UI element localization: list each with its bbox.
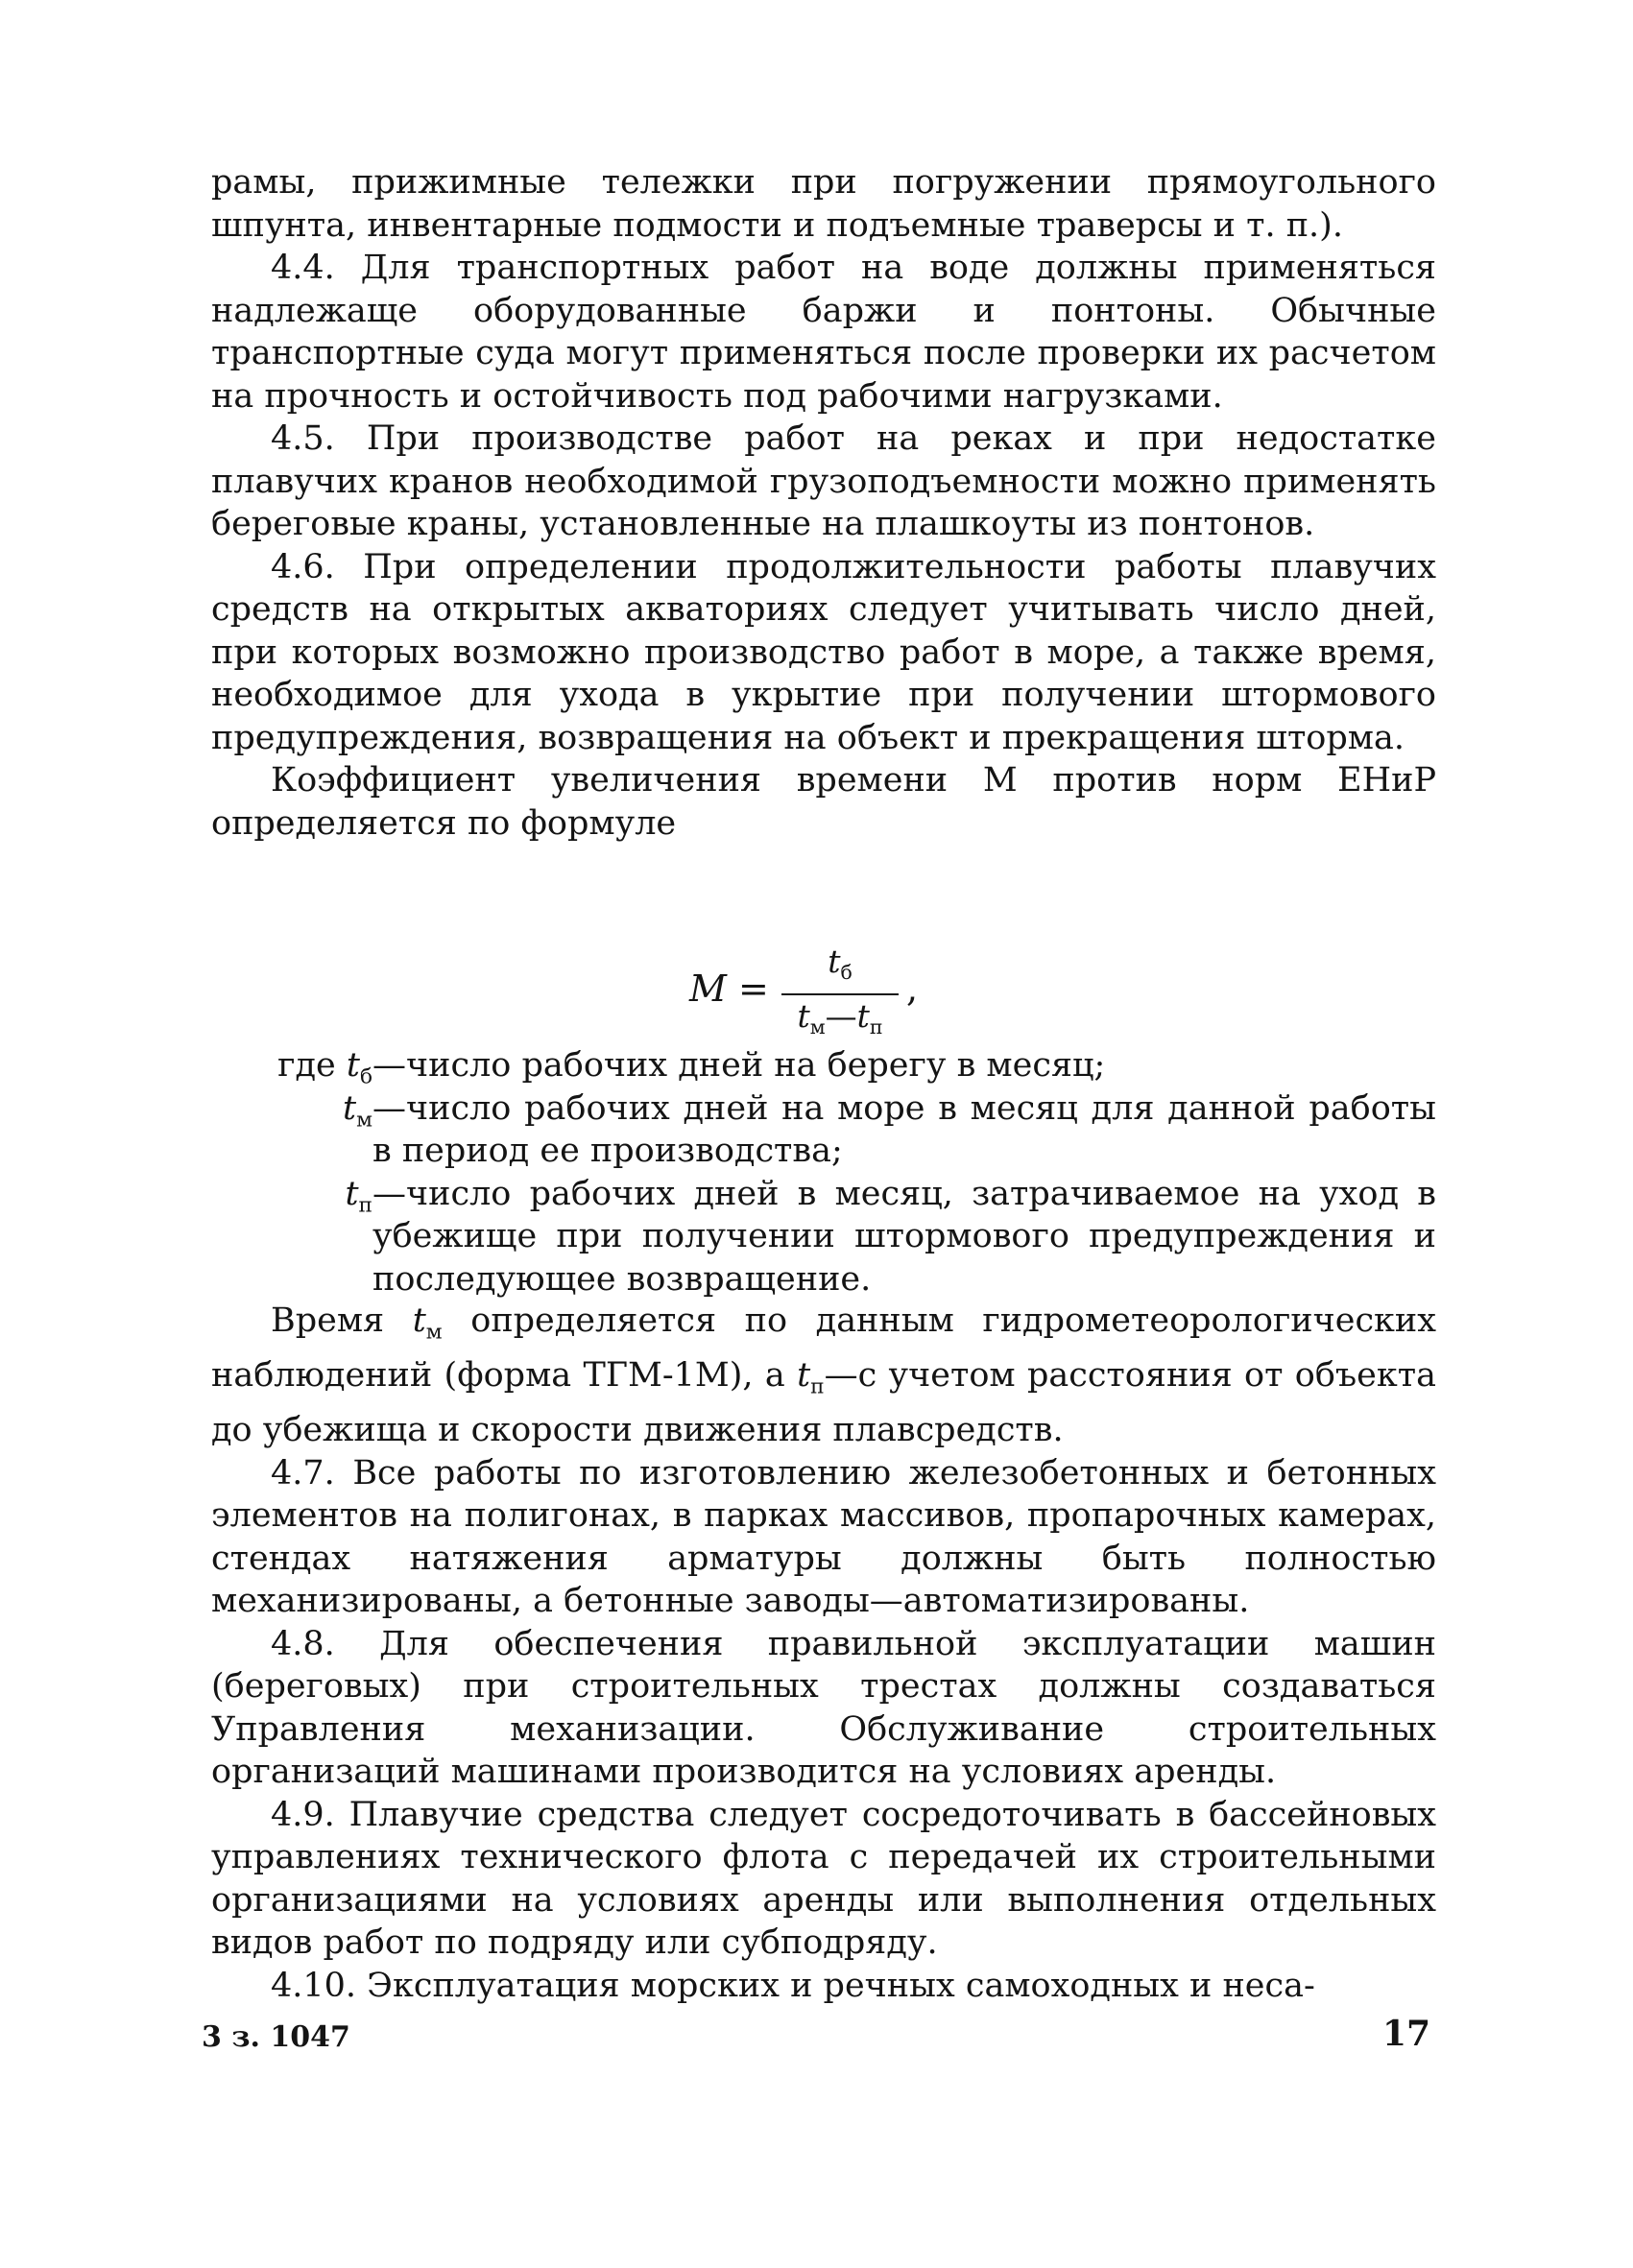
paragraph-continuation: рамы, прижимные тележки при погружении прямоугольного шпунта, инвентарные подмости и подъемные траверсы и т. п.). <box>211 163 1436 245</box>
paragraph-vremya: Время $t_м$ определяется по данным гидрометеорологических наблюдений (форма ТГМ-1М), а $t_п—с$ учетом расстояния от объекта до убежища и скорости движения плавсредств. <box>211 1301 1436 1450</box>
paragraph-4-5: 4.5. При производстве работ на реках и при недостатке плавучих кранов необходимой грузоподъемности можно применять береговые краны, установленные на плашкоуты из понтонов. <box>211 419 1436 543</box>
formula-fraction <box>781 943 899 1046</box>
paragraph-4-8: 4.8. Для обеспечения правильной эксплуатации машин (береговых) при строительных трестах должны создаваться Управления механизации. Обслуживание строительных организаций машинами производится на условиях аренды. <box>211 1624 1436 1792</box>
definition-text: —число рабочих дней на море в месяц для данной работы в период ее производства; <box>372 1088 1436 1170</box>
fraction-bar <box>781 993 899 995</box>
body-text-top <box>211 161 1436 845</box>
formula-denominator: $t_м—t_п$ <box>797 997 883 1039</box>
body-text-bottom <box>211 1300 1436 2007</box>
formula-comma: , <box>906 967 919 1010</box>
paragraph-4-10: 4.10. Эксплуатация морских и речных самоходных и неса- <box>271 1966 1315 2005</box>
paragraph-4-7: 4.7. Все работы по изготовлению железобетонных и бетонных элементов на полигонах, в парках массивов, пропарочных камерах, стендах натяжения арматуры должны быть полностью механизированы, а бетонные заводы—автоматизированы. <box>211 1453 1436 1621</box>
printer-signature: 3 з. 1047 <box>202 2020 350 2054</box>
definitions-list <box>211 1044 1436 1301</box>
formula-numerator: $t_б$ <box>828 943 853 985</box>
definition-text: —число рабочих дней на берегу в месяц; <box>372 1046 1106 1085</box>
paragraph-4-4: 4.4. Для транспортных работ на воде должны применяться надлежаще оборудованные баржи и понтоны. Обычные транспортные суда могут применяться после проверки их расчетом на прочность и остойчивость под рабочими нагрузками. <box>211 249 1436 416</box>
definition-item: $t_п$ —число рабочих дней в месяц, затрачиваемое на уход в убежище при получении штормового предупреждения и последующее возвращение. <box>211 1173 1436 1301</box>
paragraph-coefficient-intro: Коэффициент увеличения времени М против норм ЕНиР определяется по формуле <box>211 761 1436 843</box>
definition-item: где $t_б$ —число рабочих дней на берегу в месяц; <box>211 1044 1436 1087</box>
formula-lhs: M = <box>689 967 769 1010</box>
definition-text: —число рабочих дней в месяц, затрачиваемое на уход в убежище при получении штормового предупреждения и последующее возвращение. <box>372 1174 1436 1299</box>
paragraph-4-9: 4.9. Плавучие средства следует сосредоточивать в бассейновых управлениях технического флота с передачей их строительными организациями на условиях аренды или выполнения отдельных видов работ по подряду или субподряду. <box>211 1795 1436 1963</box>
definition-item: $t_м$ —число рабочих дней на море в месяц для данной работы в период ее производства; <box>211 1087 1436 1173</box>
where-label: где <box>277 1046 336 1085</box>
paragraph-4-6: 4.6. При определении продолжительности работы плавучих средств на открытых акваториях следует учитывать число дней, при которых возможно производство работ в море, а также время, необходимое для ухода в укрытие при получении штормового предупреждения, возвращения на объект и прекращения шторма. <box>211 547 1436 757</box>
page-number: 17 <box>1382 2014 1431 2054</box>
